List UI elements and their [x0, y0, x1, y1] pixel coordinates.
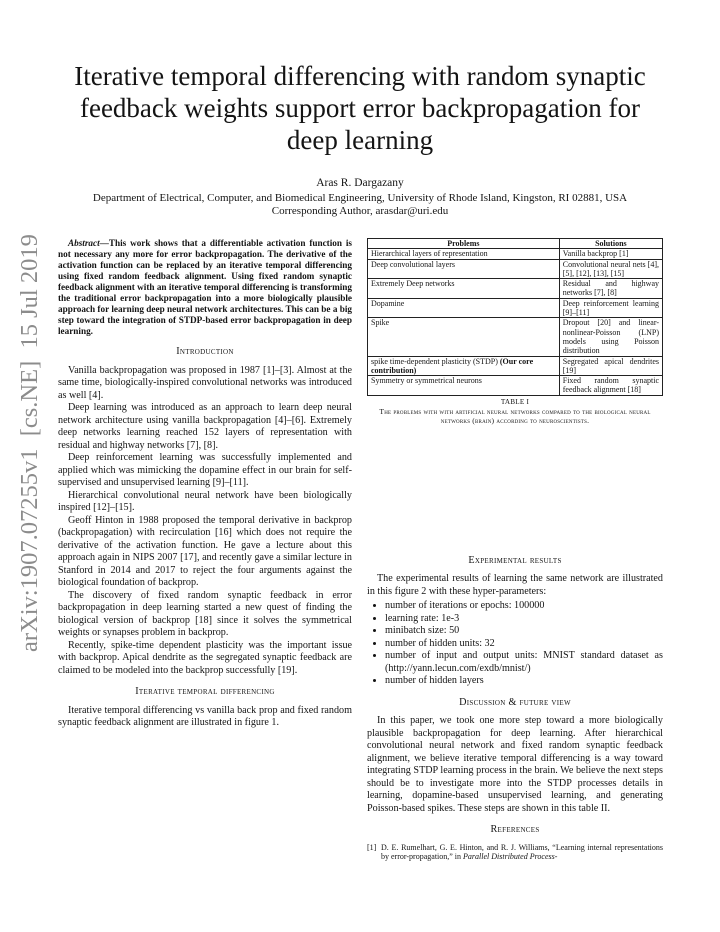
table-cell-solution: Convolutional neural nets [4], [5], [12], [13], [15]	[559, 259, 662, 279]
table-row	[368, 356, 663, 376]
list-item: • number of hidden layers	[385, 675, 663, 688]
left-column	[58, 238, 352, 730]
abstract	[58, 238, 352, 337]
table-cell-solution: Dropout [20] and linear-nonlinear-Poisson (LNP) models using Poisson distribution	[559, 318, 662, 356]
table-cell-problem: Extremely Deep networks	[368, 279, 560, 299]
references-heading: References	[490, 824, 540, 836]
intro-paragraph: The discovery of fixed random synaptic feedback in error backpropagation in deep learning started a new quest of finding the biological version of backprop [18] since it solves the symmetrical weights or synapses problem in backprop.	[58, 589, 352, 638]
table-header-problems: Problems	[368, 239, 560, 249]
list-item: • number of iterations or epochs: 100000	[385, 600, 663, 613]
table-cell-solution: Fixed random synaptic feedback alignment [18]	[559, 376, 662, 396]
arxiv-identifier-text: arXiv:1907.07255v1 [cs.NE] 15 Jul 2019	[16, 234, 43, 652]
abstract-text: —This work shows that a differentiable activation function is not necessary any more for error backpropagation. The derivative of the activation function can be replaced by an iterative temporal differencing using fixed random feedback alignment. Using fixed random synaptic feedback alignment with an iterative temporal differencing is transforming the traditional error backpropagation into a more biologically plausible approach for learning deep neural network architectures. This can be a big step toward the integration of STDP-based error backpropagation in deep learning.	[58, 238, 352, 336]
intro-paragraph: Hierarchical convolutional neural network have been biologically inspired [12]–[15].	[58, 489, 352, 513]
table-row	[368, 318, 663, 356]
itd-paragraph: Iterative temporal differencing vs vanilla back prop and fixed random synaptic feedback alignment are illustrated in figure 1.	[58, 704, 352, 728]
paper-title: Iterative temporal differencing with random synaptic feedback weights support error backpropagation for deep learning	[74, 61, 646, 155]
abstract-label: Abstract	[68, 238, 100, 248]
table-cell-problem: Deep convolutional layers	[368, 259, 560, 279]
table-cell-problem: Symmetry or symmetrical neurons	[368, 376, 560, 396]
reference-list	[367, 843, 663, 862]
problems-table	[367, 238, 663, 396]
table-cell-solution: Deep reinforcement learning [9]–[11]	[559, 298, 662, 318]
arxiv-side-identifier	[10, 22, 46, 662]
author-name: Aras R. Dargazany	[316, 177, 404, 189]
table-cell-solution: Residual and highway networks [7], [8]	[559, 279, 662, 299]
intro-paragraph: Deep learning was introduced as an approach to learn deep neural network architecture using vanilla backpropagation [4]–[6]. Extremely deep networks learning reached 152 layers of representation with residual and highway networks [7], [8].	[58, 402, 352, 451]
reference-item	[367, 843, 663, 862]
list-item: • minibatch size: 50	[385, 625, 663, 638]
hyperparameter-list	[367, 600, 663, 688]
list-item: • number of hidden units: 32	[385, 638, 663, 651]
right-column	[367, 238, 663, 862]
table-row	[368, 376, 663, 396]
table-cell-problem: Hierarchical layers of representation	[368, 249, 560, 259]
table-cell-solution: Segregated apical dendrites [19]	[559, 356, 662, 376]
table-row	[368, 249, 663, 259]
intro-heading: Introduction	[176, 346, 234, 357]
table-caption-text: The problems with with artificial neural networks compared to the biological neural networks (brain) according to neuroscientists.	[379, 406, 651, 425]
table-header-row	[368, 239, 663, 249]
table-row	[368, 298, 663, 318]
discussion-heading: Discussion & future view	[459, 696, 571, 708]
table-row	[368, 259, 663, 279]
reference-text-body: D. E. Rumelhart, G. E. Hinton, and R. J. Williams, “Learning internal representations by error-propagation,” in	[381, 842, 663, 862]
table-caption-label: TABLE I	[500, 397, 530, 406]
table-cell-problem: Spike	[368, 318, 560, 356]
experimental-paragraph: The experimental results of learning the same network are illustrated in this figure 2 with these hyper-parameters:	[367, 573, 663, 597]
author-block	[60, 177, 660, 218]
table-cell-problem: Dopamine	[368, 298, 560, 318]
reference-text	[381, 843, 663, 862]
intro-paragraph: Geoff Hinton in 1988 proposed the temporal derivative in backprop (backpropagation) with recirculation [16] which does not require the derivative of the activation function. He gave a lecture about this approach again in NIPS 2007 [17], and recently gave a similar lecture in Stanford in 2014 and 2017 to reject the four arguments against the biological foundation of backprop.	[58, 514, 352, 588]
list-item: • learning rate: 1e-3	[385, 613, 663, 626]
itd-heading: Iterative temporal differencing	[135, 686, 275, 697]
table-cell-problem	[368, 356, 560, 376]
discussion-paragraph: In this paper, we took one more step toward a more biologically plausible backpropagation for deep learning. After hierarchical convolutional neural network and fixed random synaptic feedback alignment, we believe iterative temporal differencing is a way toward integrating STDP learning process in the brain. We believe the next steps should be to investigate more into the STDP processes details in learning, dopamine-based unsupervised learning, and generating Poisson-based spikes. These steps are shown in this table II.	[367, 715, 663, 814]
reference-text-italic: Parallel Distributed Process-	[463, 852, 558, 862]
intro-paragraph: Deep reinforcement learning was successfully implemented and applied which was mimicking the dopamine effect in our brain for self-supervised and unsupervised learning [9]–[11].	[58, 452, 352, 488]
author-affiliation: Department of Electrical, Computer, and Biomedical Engineering, University of Rhode Island, Kingston, RI 02881, USA	[92, 192, 628, 204]
table-row	[368, 279, 663, 299]
table-caption	[367, 398, 663, 425]
corresponding-author: Corresponding Author, arasdar@uri.edu	[271, 205, 449, 217]
list-item: • number of input and output units: MNIST standard dataset as (http://yann.lecun.com/exdb/mnist/)	[385, 650, 663, 675]
table-header-solutions: Solutions	[559, 239, 662, 249]
table-cell-problem-text: spike time-dependent plasticity (STDP)	[371, 356, 500, 366]
experimental-heading: Experimental results	[468, 554, 562, 566]
intro-paragraph: Recently, spike-time dependent plasticity was the important issue with backprop. Apical dendrite as the segregated synaptic feedback are claimed to be modeled into the backprop successfully [19].	[58, 639, 352, 676]
table-cell-solution: Vanilla backprop [1]	[559, 249, 662, 259]
reference-number: [1]	[367, 842, 377, 852]
intro-paragraph: Vanilla backpropagation was proposed in 1987 [1]–[3]. Almost at the same time, biologically-inspired convolutional networks was introduced as well [4].	[58, 364, 352, 401]
core-contribution-label: (Our core contribution)	[371, 356, 534, 375]
